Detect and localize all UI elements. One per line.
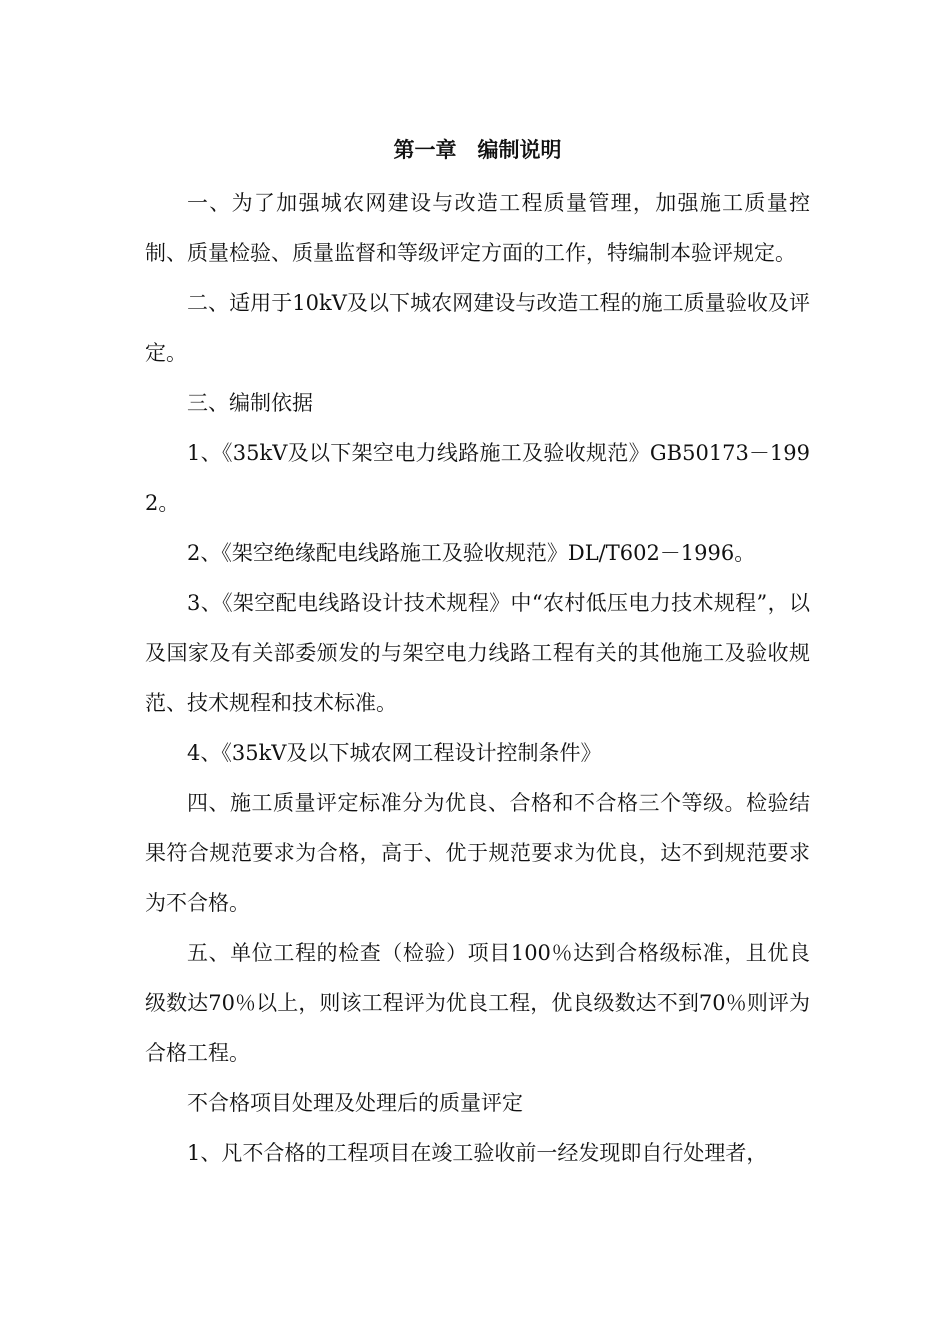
paragraph-basis-heading: 三、编制依据 bbox=[187, 391, 313, 415]
paragraph-basis-item-4: 4、《35kV及以下城农网工程设计控制条件》 bbox=[187, 741, 602, 765]
chapter-title: 第一章 编制说明 bbox=[393, 138, 562, 162]
paragraph-purpose: 一、为了加强城农网建设与改造工程质量管理，加强施工质量控制、质量检验、质量监督和等级评定方面的工作，特编制本验评规定。 bbox=[145, 191, 810, 265]
paragraph-basis-item-3: 3、《架空配电线路设计技术规程》中“农村低压电力技术规程”，以及国家及有关部委颁发的与架空电力线路工程有关的其他施工及验收规范、技术规程和技术标准。 bbox=[145, 591, 810, 715]
paragraph-basis-item-1: 1、《35kV及以下架空电力线路施工及验收规范》GB50173－1992。 bbox=[145, 441, 810, 515]
paragraph-nonconforming-item-1: 1、凡不合格的工程项目在竣工验收前一经发现即自行处理者， bbox=[187, 1141, 768, 1165]
paragraph-basis-item-2: 2、《架空绝缘配电线路施工及验收规范》DL/T602－1996。 bbox=[187, 541, 756, 565]
paragraph-scope: 二、适用于10kV及以下城农网建设与改造工程的施工质量验收及评定。 bbox=[145, 291, 810, 365]
document-body bbox=[145, 128, 810, 1178]
paragraph-unit-evaluation: 五、单位工程的检查（检验）项目100％达到合格级标准，且优良级数达70％以上，则该工程评为优良工程，优良级数达不到70％则评为合格工程。 bbox=[145, 941, 810, 1065]
paragraph-grading-standard: 四、施工质量评定标准分为优良、合格和不合格三个等级。检验结果符合规范要求为合格，高于、优于规范要求为优良，达不到规范要求为不合格。 bbox=[145, 791, 810, 915]
paragraph-nonconforming-heading: 不合格项目处理及处理后的质量评定 bbox=[187, 1091, 523, 1115]
